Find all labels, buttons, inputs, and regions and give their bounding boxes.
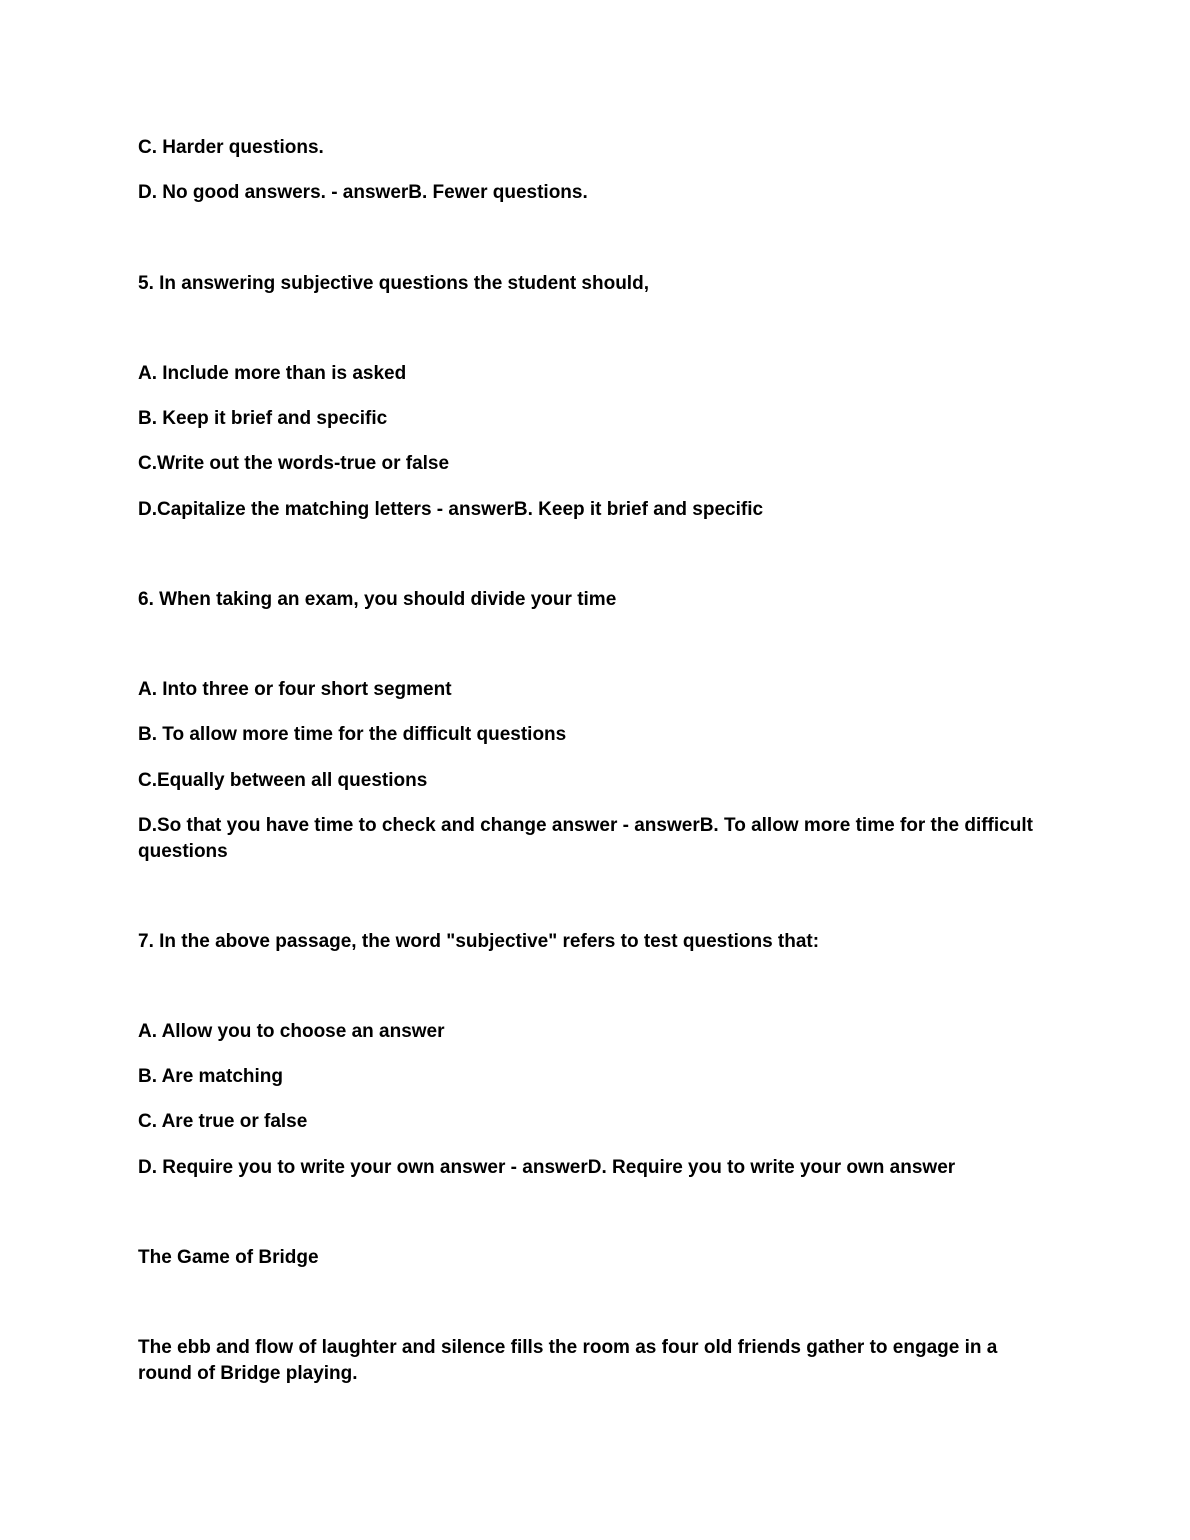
passage-title: The Game of Bridge (138, 1247, 319, 1268)
q6-option-c: C.Equally between all questions (138, 770, 428, 791)
q7-question: 7. In the above passage, the word "subjective" refers to test questions that: (138, 931, 820, 952)
q6-option-d-answer: D.So that you have time to check and change answer - answerB. To allow more time for the difficult questions (138, 815, 1033, 862)
q5-option-a: A. Include more than is asked (138, 363, 407, 384)
q5-option-c: C.Write out the words-true or false (138, 453, 450, 474)
q5-option-b: B. Keep it brief and specific (138, 408, 388, 429)
q6-question: 6. When taking an exam, you should divide your time (138, 589, 617, 610)
q5-option-d-answer: D.Capitalize the matching letters - answerB. Keep it brief and specific (138, 499, 764, 520)
q4-option-d-answer: D. No good answers. - answerB. Fewer questions. (138, 182, 588, 203)
q6-option-b: B. To allow more time for the difficult questions (138, 724, 567, 745)
q7-option-b: B. Are matching (138, 1066, 283, 1087)
q4-option-c: C. Harder questions. (138, 137, 324, 158)
q7-option-c: C. Are true or false (138, 1111, 308, 1132)
q7-option-a: A. Allow you to choose an answer (138, 1021, 445, 1042)
passage-paragraph: The ebb and flow of laughter and silence fills the room as four old friends gather to engage in a round of Bridge playing. (138, 1337, 998, 1384)
q6-option-a: A. Into three or four short segment (138, 679, 452, 700)
q7-option-d-answer: D. Require you to write your own answer - answerD. Require you to write your own answer (138, 1157, 956, 1178)
q5-question: 5. In answering subjective questions the student should, (138, 273, 649, 294)
